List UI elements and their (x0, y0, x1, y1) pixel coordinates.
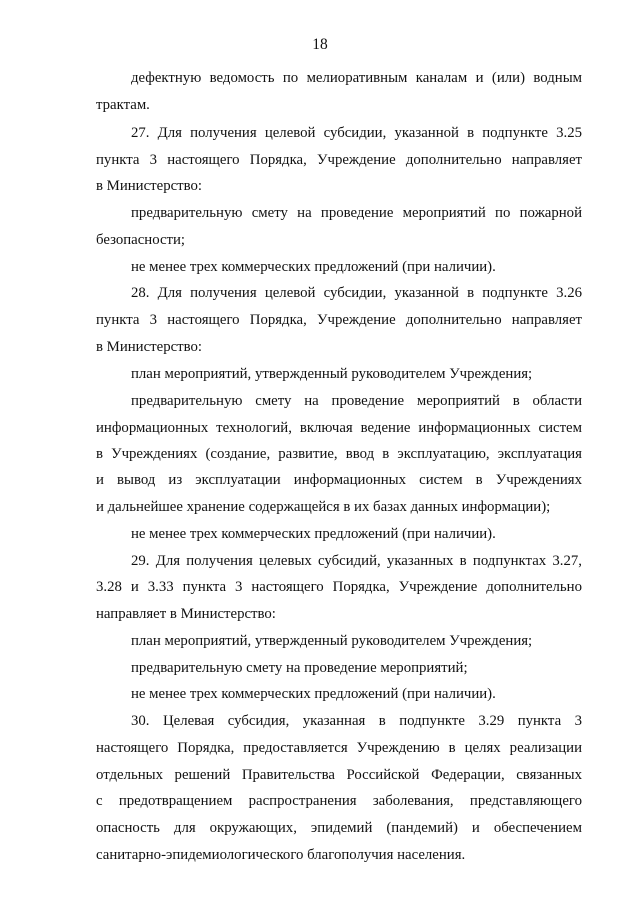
text-line: с предотвращением распространения заболевания, представляющего (96, 793, 582, 809)
text-line: информационных технологий, включая ведение информационных систем (96, 420, 582, 436)
text-line: 3.28 и 3.33 пункта 3 настоящего Порядка, Учреждение дополнительно (96, 579, 582, 595)
text-line: опасность для окружающих, эпидемий (пандемий) и обеспечением (96, 820, 582, 836)
text-line: 29. Для получения целевых субсидий, указанных в подпунктах 3.27, (131, 553, 582, 569)
page-number: 18 (312, 36, 328, 53)
text-line: и дальнейшее хранение содержащейся в их базах данных информации); (96, 499, 551, 515)
text-line: настоящего Порядка, предоставляется Учреждению в целях реализации (96, 740, 582, 756)
text-line: пункта 3 настоящего Порядка, Учреждение дополнительно направляет (96, 312, 582, 328)
text-line: план мероприятий, утвержденный руководителем Учреждения; (131, 633, 533, 649)
text-line: в Министерство: (96, 178, 203, 194)
text-line: 27. Для получения целевой субсидии, указанной в подпункте 3.25 (131, 125, 582, 141)
text-line: предварительную смету на проведение мероприятий; (131, 660, 468, 676)
text-line: план мероприятий, утвержденный руководителем Учреждения; (131, 366, 533, 382)
text-line: отдельных решений Правительства Российской Федерации, связанных (96, 767, 582, 783)
text-line: не менее трех коммерческих предложений (при наличии). (131, 259, 496, 275)
text-line: не менее трех коммерческих предложений (при наличии). (131, 526, 496, 542)
text-line: пункта 3 настоящего Порядка, Учреждение дополнительно направляет (96, 152, 582, 168)
text-line: не менее трех коммерческих предложений (при наличии). (131, 686, 496, 702)
text-line: и вывод из эксплуатации информационных систем в Учреждениях (96, 472, 582, 488)
text-line: безопасности; (96, 232, 186, 248)
text-line: 28. Для получения целевой субсидии, указанной в подпункте 3.26 (131, 285, 582, 301)
text-line: дефектную ведомость по мелиоративным каналам и (или) водным (131, 70, 582, 86)
text-line: предварительную смету на проведение мероприятий по пожарной (131, 205, 582, 221)
text-line: в Учреждениях (создание, развитие, ввод в эксплуатацию, эксплуатация (96, 446, 582, 462)
text-line: в Министерство: (96, 339, 203, 355)
text-line: санитарно-эпидемиологического благополучия населения. (96, 847, 466, 863)
text-line: предварительную смету на проведение мероприятий в области (131, 393, 582, 409)
text-line: 30. Целевая субсидия, указанная в подпункте 3.29 пункта 3 (131, 713, 582, 729)
text-line: трактам. (96, 97, 150, 113)
text-line: направляет в Министерство: (96, 606, 276, 622)
